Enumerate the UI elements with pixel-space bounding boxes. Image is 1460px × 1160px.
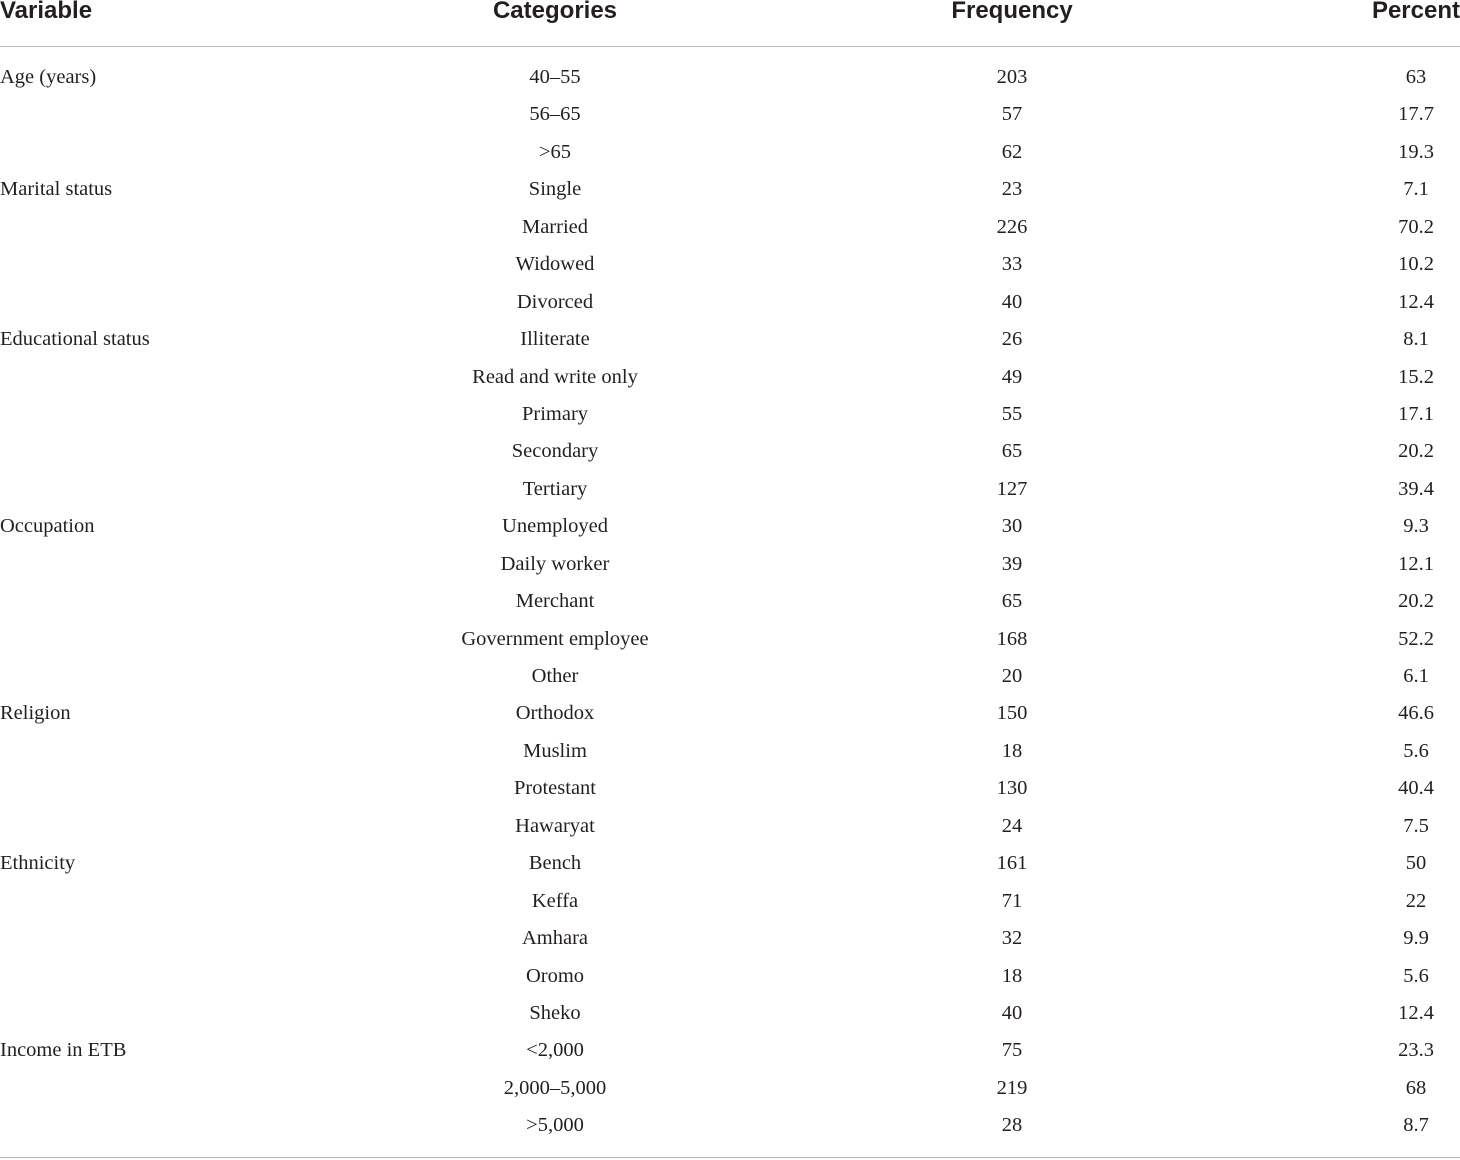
row-percent: 7.1 (1403, 178, 1429, 201)
row-category: Other (531, 665, 579, 687)
row-frequency: 26 (1001, 328, 1023, 351)
row-frequency: 168 (996, 627, 1028, 650)
row-percent: 12.4 (1398, 1001, 1434, 1024)
row-frequency: 24 (1001, 814, 1023, 837)
row-percent: 46.6 (1398, 702, 1434, 725)
table-row (0, 359, 1460, 396)
row-category: Hawaryat (515, 814, 595, 837)
table-row (0, 808, 1460, 845)
row-variable: Age (years) (0, 66, 97, 88)
row-percent: 7.5 (1403, 814, 1429, 837)
table-row (0, 770, 1460, 807)
row-variable: Educational status (0, 328, 150, 351)
row-percent: 63 (1405, 66, 1427, 88)
row-category: Orthodox (515, 702, 595, 725)
table-row (0, 883, 1460, 920)
row-percent: 12.4 (1398, 290, 1434, 313)
row-frequency: 65 (1001, 590, 1023, 613)
row-frequency: 226 (996, 215, 1028, 238)
row-frequency: 33 (1001, 253, 1023, 276)
row-category: Daily worker (500, 552, 610, 575)
row-percent: 52.2 (1398, 627, 1434, 650)
row-category: 56–65 (529, 103, 581, 126)
row-frequency: 57 (1001, 103, 1023, 126)
row-frequency: 18 (1001, 739, 1023, 762)
table-row (0, 546, 1460, 583)
row-frequency: 18 (1001, 964, 1023, 987)
row-percent: 15.2 (1398, 365, 1434, 388)
row-frequency: 150 (996, 702, 1028, 725)
table-bottom-rule (0, 1157, 1460, 1158)
row-category: Primary (521, 402, 589, 425)
table-row (0, 59, 1460, 96)
table-row (0, 209, 1460, 246)
row-percent: 8.7 (1403, 1114, 1429, 1137)
row-percent: 5.6 (1403, 739, 1429, 762)
row-frequency: 130 (996, 777, 1028, 800)
row-category: Muslim (523, 739, 587, 762)
row-frequency: 62 (1001, 140, 1023, 163)
row-category: Divorced (516, 290, 594, 313)
table-row (0, 733, 1460, 770)
row-frequency: 71 (1001, 889, 1023, 912)
row-percent: 10.2 (1398, 253, 1434, 276)
row-percent: 9.9 (1403, 927, 1429, 950)
table-row (0, 246, 1460, 283)
row-category: Keffa (531, 889, 579, 912)
table-row (0, 321, 1460, 358)
row-category: 40–55 (529, 66, 581, 88)
header-categories: Categories (492, 0, 618, 24)
row-percent: 70.2 (1398, 215, 1434, 238)
row-category: >65 (538, 140, 572, 163)
header-variable: Variable (0, 0, 93, 24)
row-frequency: 23 (1001, 178, 1023, 201)
header-percent: Percent (1371, 0, 1460, 24)
row-frequency: 30 (1001, 515, 1023, 538)
row-category: Protestant (514, 777, 596, 800)
row-frequency: 75 (1001, 1039, 1023, 1062)
row-frequency: 55 (1001, 402, 1023, 425)
table-header (0, 0, 1460, 47)
row-percent: 20.2 (1398, 440, 1434, 463)
row-frequency: 39 (1001, 552, 1023, 575)
table-row (0, 845, 1460, 882)
row-category: Read and write only (472, 365, 638, 388)
row-category: Widowed (515, 253, 595, 276)
header-frequency: Frequency (951, 0, 1073, 24)
row-percent: 68 (1405, 1076, 1427, 1099)
table-row (0, 471, 1460, 508)
row-percent: 39.4 (1398, 477, 1434, 500)
table-row (0, 396, 1460, 433)
table-row (0, 284, 1460, 321)
table-body (0, 59, 1460, 1145)
row-percent: 50 (1405, 852, 1427, 875)
table-row (0, 134, 1460, 171)
row-category: 2,000–5,000 (503, 1076, 607, 1099)
row-percent: 23.3 (1398, 1039, 1434, 1062)
row-category: <2,000 (526, 1039, 584, 1062)
row-percent: 12.1 (1398, 552, 1434, 575)
row-frequency: 28 (1001, 1114, 1023, 1137)
row-percent: 8.1 (1403, 328, 1429, 351)
row-frequency: 219 (996, 1076, 1028, 1099)
table-row (0, 583, 1460, 620)
row-frequency: 161 (996, 852, 1028, 875)
row-category: >5,000 (526, 1114, 584, 1137)
row-variable: Marital status (0, 178, 113, 201)
row-category: Secondary (511, 440, 599, 463)
row-variable: Religion (0, 702, 71, 725)
table-row (0, 508, 1460, 545)
row-frequency: 40 (1001, 290, 1023, 313)
row-frequency: 127 (996, 477, 1028, 500)
table-row (0, 958, 1460, 995)
row-percent: 6.1 (1403, 665, 1429, 687)
table-row (0, 995, 1460, 1032)
row-category: Government employee (461, 627, 649, 650)
row-variable: Ethnicity (0, 852, 76, 875)
table-row (0, 621, 1460, 658)
row-category: Unemployed (502, 515, 608, 538)
row-frequency: 203 (996, 66, 1028, 88)
row-percent: 20.2 (1398, 590, 1434, 613)
row-category: Single (528, 178, 582, 201)
table-row (0, 171, 1460, 208)
table-row (0, 658, 1460, 695)
row-frequency: 20 (1001, 665, 1023, 687)
table-row (0, 920, 1460, 957)
row-variable: Occupation (0, 515, 95, 538)
table-row (0, 433, 1460, 470)
row-variable: Income in ETB (0, 1039, 127, 1062)
row-category: Merchant (515, 590, 595, 613)
row-percent: 17.7 (1398, 103, 1434, 126)
row-category: Oromo (525, 964, 585, 987)
row-category: Sheko (529, 1001, 581, 1024)
row-frequency: 32 (1001, 927, 1023, 950)
row-percent: 17.1 (1398, 402, 1434, 425)
row-category: Tertiary (522, 477, 588, 500)
table-row (0, 1032, 1460, 1069)
row-category: Illiterate (520, 328, 590, 351)
row-category: Bench (528, 852, 582, 875)
table-row (0, 1107, 1460, 1144)
table-row (0, 695, 1460, 732)
row-percent: 22 (1405, 889, 1427, 912)
row-category: Married (521, 215, 589, 238)
row-frequency: 40 (1001, 1001, 1023, 1024)
row-frequency: 65 (1001, 440, 1023, 463)
row-category: Amhara (521, 927, 589, 950)
row-percent: 5.6 (1403, 964, 1429, 987)
table-row (0, 96, 1460, 133)
row-percent: 40.4 (1398, 777, 1434, 800)
row-frequency: 49 (1001, 365, 1023, 388)
table-row (0, 1070, 1460, 1107)
row-percent: 9.3 (1403, 515, 1429, 538)
row-percent: 19.3 (1398, 140, 1434, 163)
